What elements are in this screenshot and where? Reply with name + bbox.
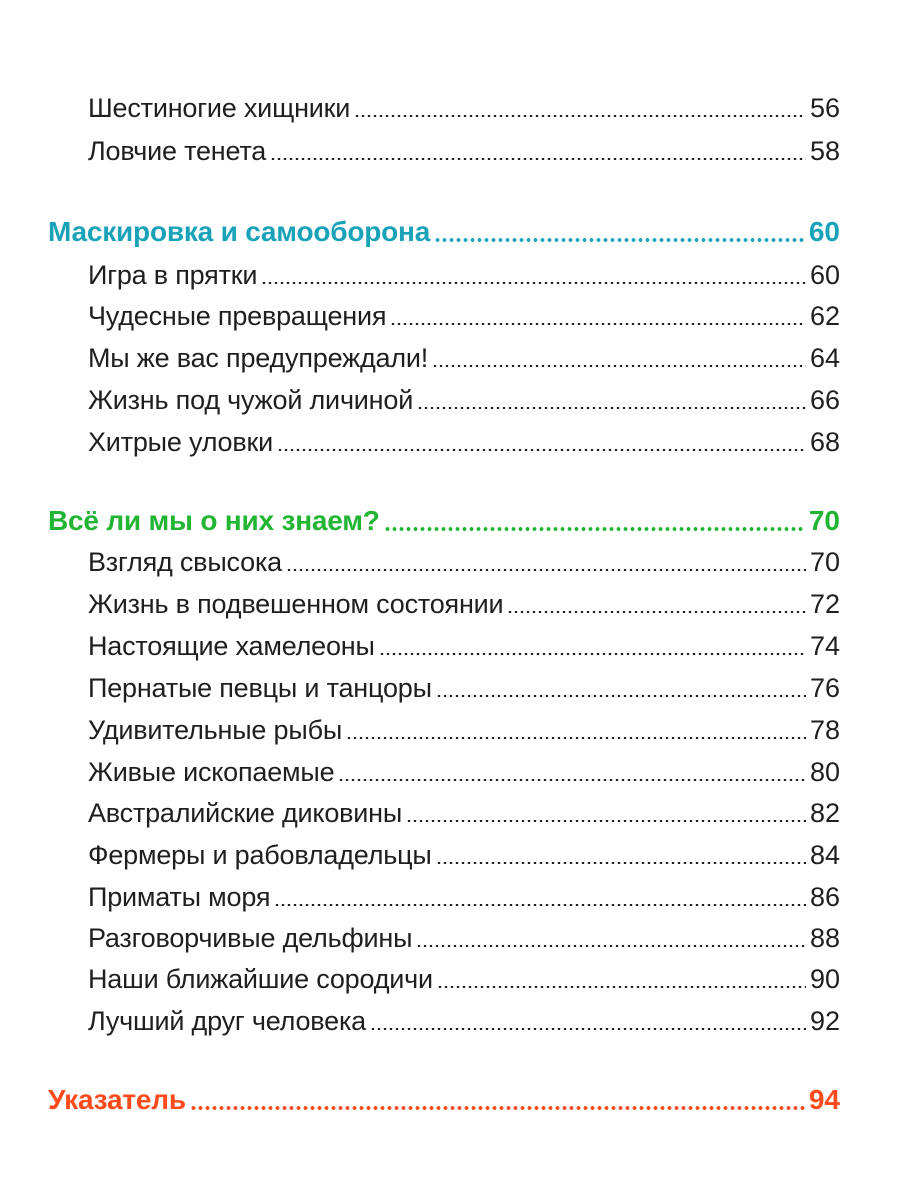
- toc-section-page: 70: [808, 505, 840, 536]
- dot-leader: [406, 820, 806, 822]
- toc-section-page: 94: [808, 1084, 840, 1115]
- toc-entry-label: Ловчие тенета: [88, 136, 267, 166]
- dot-leader: [277, 449, 806, 451]
- dot-leader: [436, 695, 806, 697]
- toc-entry[interactable]: [88, 839, 840, 871]
- toc-entry-label: Хитрые уловки: [88, 427, 274, 457]
- toc-entry[interactable]: [88, 342, 840, 374]
- dot-leader: [274, 904, 806, 906]
- dot-leader: [261, 282, 806, 284]
- toc-entry-label: Шестиногие хищники: [88, 93, 351, 123]
- toc-entry-page: 88: [809, 923, 840, 953]
- toc-entry[interactable]: [88, 714, 840, 746]
- toc-entry[interactable]: [88, 426, 840, 458]
- toc-entry-label: Наши ближайшие сородичи: [88, 964, 433, 994]
- toc-entry-label: Жизнь в подвешенном состоянии: [88, 589, 504, 619]
- toc-entry-page: 90: [809, 964, 840, 994]
- toc-entry[interactable]: [88, 384, 840, 416]
- dot-leader: [432, 365, 806, 367]
- dot-leader: [354, 115, 806, 117]
- toc-entry-label: Мы же вас предупреждали!: [88, 343, 429, 373]
- toc-entry-label: Живые ископаемые: [88, 757, 335, 787]
- toc-entry-page: 72: [809, 589, 840, 619]
- dot-leader: [416, 945, 806, 947]
- toc-entry-page: 66: [809, 385, 840, 415]
- toc-entry[interactable]: [88, 92, 840, 124]
- toc-section-title: Всё ли мы о них знаем?: [48, 505, 380, 536]
- toc-entry-page: 82: [809, 798, 840, 828]
- toc-entry-page: 78: [809, 715, 840, 745]
- dot-leader: [384, 527, 805, 531]
- toc-entry-page: 60: [809, 260, 840, 290]
- toc-entry-page: 76: [809, 673, 840, 703]
- toc-entry[interactable]: [88, 300, 840, 332]
- toc-entry[interactable]: [88, 259, 840, 291]
- toc-entry-page: 92: [809, 1006, 840, 1036]
- toc-entry-label: Лучший друг человека: [88, 1006, 366, 1036]
- toc-entry-label: Фермеры и рабовладельцы: [88, 840, 432, 870]
- toc-entry[interactable]: [88, 797, 840, 829]
- dot-leader: [338, 779, 806, 781]
- toc-entry[interactable]: [88, 672, 840, 704]
- toc-entry-page: 80: [809, 757, 840, 787]
- toc-entry-label: Жизнь под чужой личиной: [88, 385, 414, 415]
- toc-entry-label: Взгляд свысока: [88, 547, 282, 577]
- dot-leader: [434, 238, 805, 242]
- toc-entry-label: Разговорчивые дельфины: [88, 923, 413, 953]
- dot-leader: [270, 158, 806, 160]
- toc-entry-label: Настоящие хамелеоны: [88, 631, 375, 661]
- toc-entry-page: 58: [809, 136, 840, 166]
- toc-entry[interactable]: [88, 1005, 840, 1037]
- toc-entry[interactable]: [88, 756, 840, 788]
- toc-entry-page: 62: [809, 301, 840, 331]
- toc-entry[interactable]: [88, 963, 840, 995]
- toc-entry[interactable]: [88, 881, 840, 913]
- toc-entry-page: 84: [809, 840, 840, 870]
- toc-entry[interactable]: [88, 546, 840, 578]
- dot-leader: [346, 737, 806, 739]
- toc-entry-label: Удивительные рыбы: [88, 715, 343, 745]
- dot-leader: [507, 611, 806, 613]
- toc-entry[interactable]: [88, 630, 840, 662]
- toc-entry-page: 68: [809, 427, 840, 457]
- toc-section-index[interactable]: [48, 1084, 840, 1116]
- toc-entry-page: 86: [809, 882, 840, 912]
- toc-entry-page: 56: [809, 93, 840, 123]
- toc-section-do-we-know[interactable]: [48, 505, 840, 537]
- toc-section-title: Маскировка и самооборона: [48, 216, 431, 247]
- toc-section-page: 60: [808, 216, 840, 247]
- toc-entry-label: Пернатые певцы и танцоры: [88, 673, 432, 703]
- dot-leader: [437, 986, 806, 988]
- dot-leader: [379, 653, 806, 655]
- toc-section-camouflage[interactable]: [48, 216, 840, 248]
- toc-entry-page: 74: [809, 631, 840, 661]
- toc-entry-label: Чудесные превращения: [88, 301, 387, 331]
- toc-entry-page: 70: [809, 547, 840, 577]
- dot-leader: [190, 1106, 805, 1110]
- toc-section-title: Указатель: [48, 1084, 186, 1115]
- dot-leader: [390, 323, 806, 325]
- dot-leader: [286, 569, 806, 571]
- dot-leader: [417, 407, 806, 409]
- toc-entry-label: Приматы моря: [88, 882, 271, 912]
- toc-entry-label: Австралийские диковины: [88, 798, 403, 828]
- toc-entry[interactable]: [88, 588, 840, 620]
- dot-leader: [370, 1028, 806, 1030]
- toc-entry-label: Игра в прятки: [88, 260, 258, 290]
- toc-entry[interactable]: [88, 135, 840, 167]
- toc-entry-page: 64: [809, 343, 840, 373]
- dot-leader: [436, 862, 806, 864]
- toc-entry[interactable]: [88, 922, 840, 954]
